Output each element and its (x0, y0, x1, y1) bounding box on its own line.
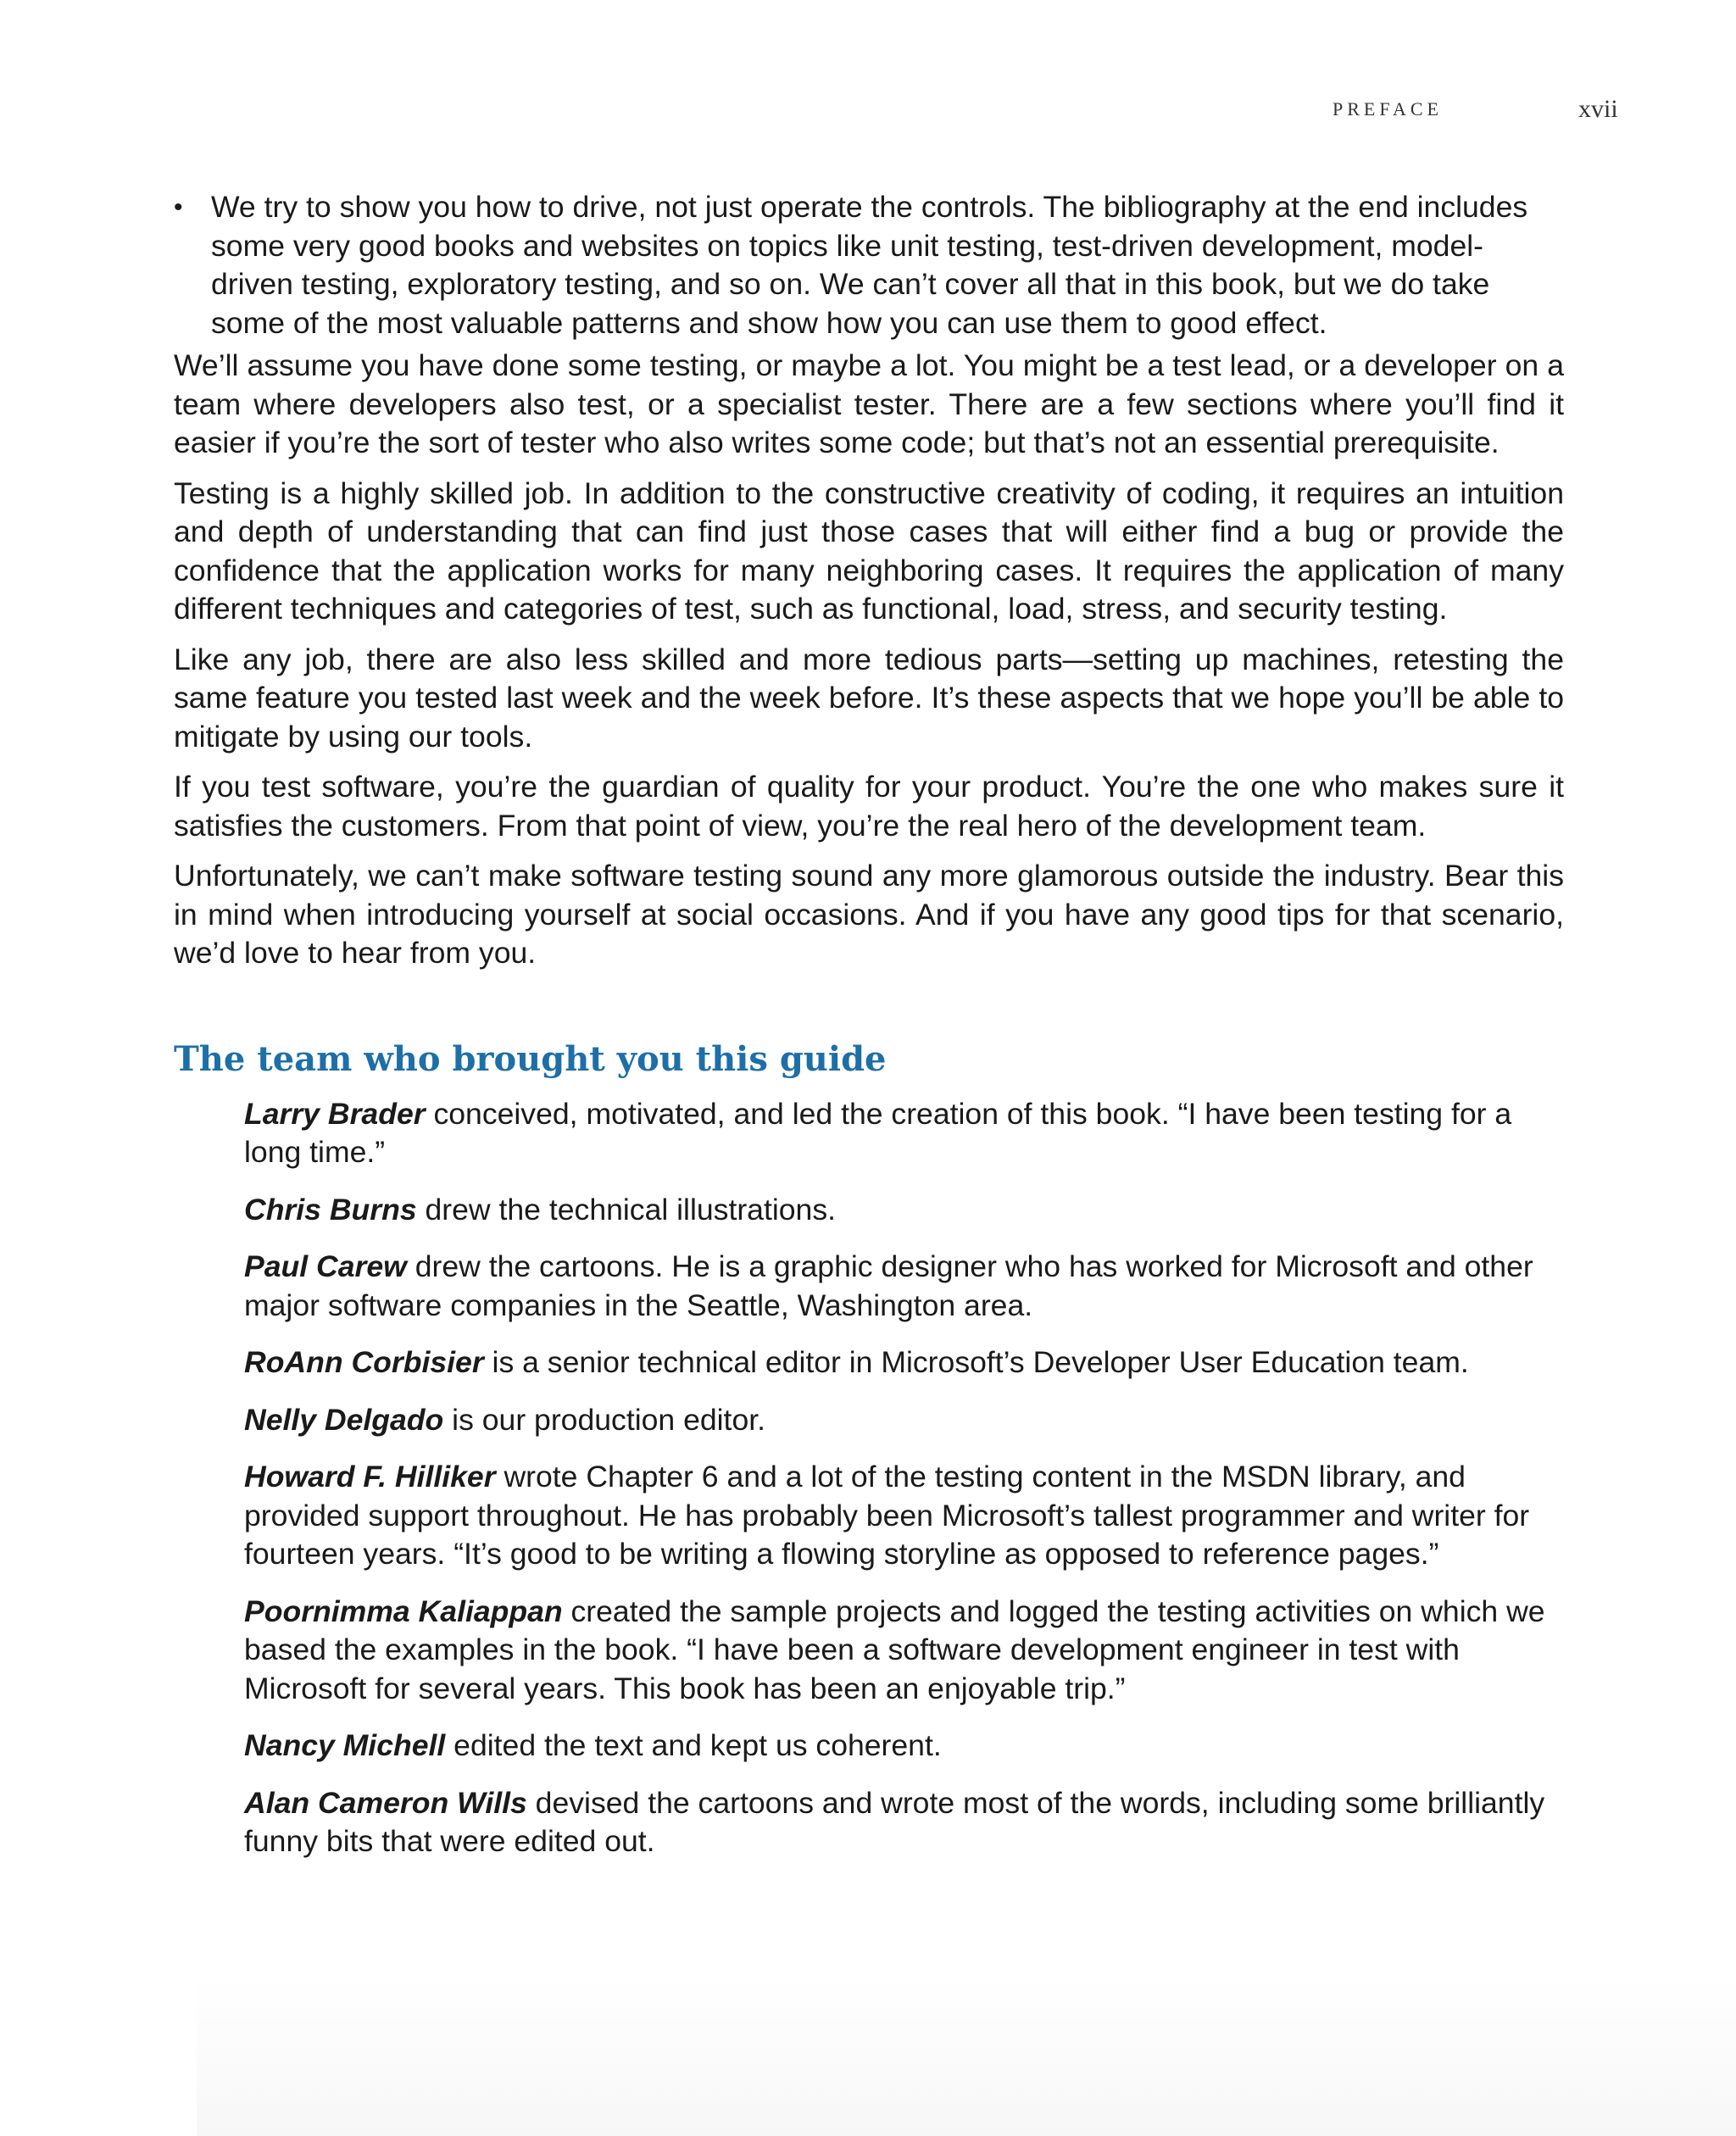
person-description: wrote Chapter 6 and a lot of the testing content in the MSDN library, and provided support throughout. He has probably been Microsoft’s tallest programmer and writer for fourteen years. “It’s good to be writing a flowing storyline as opposed to reference pages.” (244, 1460, 1530, 1571)
team-entry (244, 1401, 1564, 1440)
paragraph-guardian: If you test software, you’re the guardian of quality for your product. You’re the one who makes sure it satisfies the customers. From that point of view, you’re the real hero of the development team. (174, 770, 1564, 843)
paragraph-skilled-job: Testing is a highly skilled job. In addition to the constructive creativity of coding, it requires an intuition and depth of understanding that can find just those cases that will either find a bug or provide the confidence that the application works for many neighboring cases. It requires the application of many different techniques and categories of test, such as functional, load, stress, and security testing. (174, 476, 1564, 626)
team-entry (244, 1191, 1564, 1230)
paragraph-assumptions: We’ll assume you have done some testing, or maybe a lot. You might be a test lead, or a developer on a team where developers also test, or a specialist tester. There are a few sections where you’ll find it easier if you’re the sort of tester who also writes some code; but that’s not an essential prerequisite. (174, 348, 1564, 459)
person-name: Paul Carew (244, 1249, 407, 1283)
person-description: edited the text and kept us coherent. (445, 1728, 942, 1762)
person-description: created the sample projects and logged the testing activities on which we based the examples in the book. “I have been a software development engineer in test with Microsoft for several years. This book has been an enjoyable trip.” (244, 1594, 1545, 1705)
team-entry (244, 1343, 1564, 1382)
page-shade (197, 1975, 1736, 2136)
bullet-text: We try to show you how to drive, not just operate the controls. The bibliography at the end includes some very good books and websites on topics like unit testing, test-driven development, model-driven testing, exploratory testing, and so on. We can’t cover all that in this book, but we do take some of the most valuable patterns and show how you can use them to good effect. (211, 190, 1528, 340)
person-name: Poornimma Kaliappan (244, 1594, 563, 1628)
bullet-item (174, 188, 1564, 342)
team-entry (244, 1727, 1564, 1766)
person-description: is a senior technical editor in Microsoft’s Developer User Education team. (483, 1345, 1469, 1379)
paragraph-glamorous: Unfortunately, we can’t make software testing sound any more glamorous outside the industry. Bear this in mind when introducing yourself at social occasions. And if you have any good tips for that scenario, we’d love to hear from you. (174, 859, 1564, 970)
person-description: is our production editor. (443, 1402, 766, 1437)
team-entry (244, 1458, 1564, 1574)
running-head-title: PREFACE (1333, 98, 1443, 120)
team-entry (244, 1593, 1564, 1709)
person-description: drew the cartoons. He is a graphic designer who has worked for Microsoft and other major software companies in the Seattle, Washington area. (244, 1249, 1533, 1322)
page-body (174, 188, 1564, 1880)
team-entry (244, 1095, 1564, 1172)
bullet-mark: • (174, 193, 183, 221)
person-name: Nancy Michell (244, 1728, 446, 1762)
team-entry (244, 1784, 1564, 1861)
person-name: Nelly Delgado (244, 1402, 444, 1437)
section-heading: The team who brought you this guide (174, 1038, 887, 1079)
running-head (0, 95, 1736, 129)
person-name: RoAnn Corbisier (244, 1345, 484, 1379)
team-entry (244, 1248, 1564, 1325)
person-name: Chris Burns (244, 1192, 417, 1227)
person-description: drew the technical illustrations. (416, 1192, 837, 1227)
paragraph-tedious-parts: Like any job, there are also less skilled and more tedious parts—setting up machines, retesting the same feature you tested last week and the week before. It’s these aspects that we hope you’ll be able to mitigate by using our tools. (174, 642, 1564, 754)
person-name: Alan Cameron Wills (244, 1785, 527, 1820)
page-number: xvii (1578, 95, 1618, 123)
team-list (174, 1095, 1564, 1861)
person-name: Larry Brader (244, 1096, 426, 1131)
person-description: conceived, motivated, and led the creation of this book. “I have been testing for a long time.” (244, 1096, 1512, 1169)
person-description: devised the cartoons and wrote most of the words, including some brilliantly funny bits that were edited out. (244, 1785, 1545, 1858)
person-name: Howard F. Hilliker (244, 1460, 496, 1494)
